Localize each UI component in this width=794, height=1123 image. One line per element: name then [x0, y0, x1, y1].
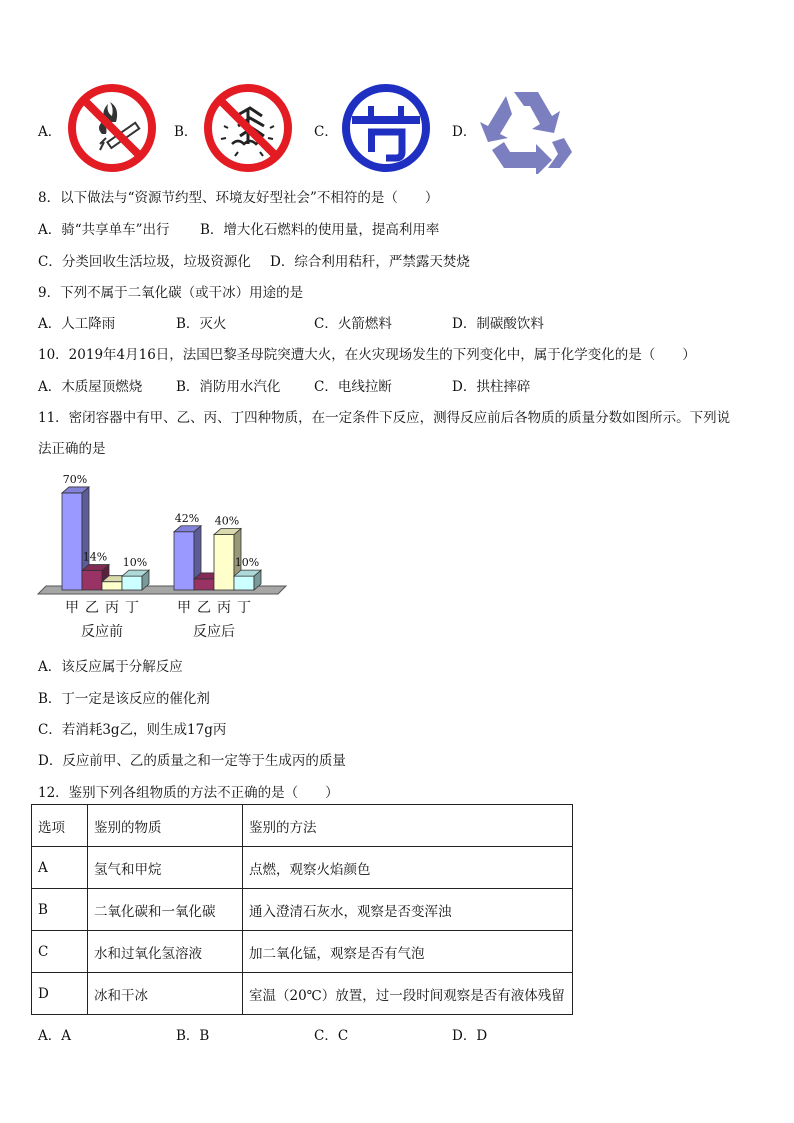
table-cell: C — [32, 931, 88, 973]
q8-option-b[interactable]: B．增大化石燃料的使用量，提高利用率 — [200, 222, 440, 238]
table-row — [32, 931, 573, 973]
q8-stem: 8．以下做法与“资源节约型、环境友好型社会”不相符的是（ ） — [38, 190, 439, 206]
tick-label: 乙 — [197, 600, 211, 616]
bar-丁 — [122, 576, 142, 590]
q9-option-d[interactable]: D．制碳酸饮料 — [452, 316, 544, 332]
q7-option-b-label: B． — [174, 124, 198, 140]
table-header-cell: 鉴别的物质 — [88, 805, 243, 847]
data-label: 10% — [234, 556, 260, 570]
table-cell: 水和过氧化氢溶液 — [88, 931, 243, 973]
table-cell: A — [32, 847, 88, 889]
table-cell: D — [32, 973, 88, 1015]
q9-stem: 9．下列不属于二氧化碳（或干冰）用途的是 — [38, 285, 304, 301]
table-cell: 通入澄清石灰水，观察是否变浑浊 — [243, 889, 573, 931]
q11-stem-line1: 11．密闭容器中有甲、乙、丙、丁四种物质，在一定条件下反应，测得反应前后各物质的质量分数如图所示。下列说 — [38, 410, 731, 426]
tick-label: 乙 — [85, 600, 99, 616]
table-cell: 氢气和甲烷 — [88, 847, 243, 889]
no-smoking-icon — [66, 82, 158, 174]
q10-option-a[interactable]: A．木质屋顶燃烧 — [38, 379, 143, 395]
q7-sign-options — [38, 82, 598, 174]
table-cell: 加二氧化锰，观察是否有气泡 — [243, 931, 573, 973]
no-fireworks-icon — [202, 82, 294, 174]
table-cell: B — [32, 889, 88, 931]
q12-option-c[interactable]: C．C — [314, 1028, 349, 1044]
q7-option-a-label: A． — [38, 124, 62, 140]
table-header-row — [32, 805, 573, 847]
q9-option-b[interactable]: B．灭火 — [176, 316, 227, 332]
tick-label: 丁 — [237, 600, 251, 616]
bar-甲 — [174, 532, 194, 590]
data-label: 70% — [62, 472, 88, 486]
q7-option-d-label: D． — [452, 124, 477, 140]
group-label: 反应后 — [193, 624, 235, 640]
bar-乙 — [82, 571, 102, 590]
q8-option-c[interactable]: C．分类回收生活垃圾，垃圾资源化 — [38, 254, 251, 270]
bar-乙 — [194, 579, 214, 590]
q11-option-b[interactable]: B．丁一定是该反应的催化剂 — [38, 691, 210, 707]
data-label: 42% — [174, 511, 200, 525]
bar-甲 — [62, 493, 82, 590]
q12-option-b[interactable]: B．B — [176, 1028, 210, 1044]
bar-丙 — [214, 535, 234, 590]
table-cell: 室温（20℃）放置，过一段时间观察是否有液体残留 — [243, 973, 573, 1015]
table-header-cell: 鉴别的方法 — [243, 805, 573, 847]
q10-option-b[interactable]: B．消防用水汽化 — [176, 379, 281, 395]
q11-stem-line2: 法正确的是 — [38, 441, 106, 457]
q9-option-a[interactable]: A．人工降雨 — [38, 316, 116, 332]
table-cell: 二氧化碳和一氧化碳 — [88, 889, 243, 931]
tick-label: 丙 — [217, 600, 231, 616]
table-row — [32, 889, 573, 931]
data-label: 40% — [214, 514, 240, 528]
data-label: 10% — [122, 556, 148, 570]
q12-table — [31, 804, 573, 1015]
tick-label: 甲 — [65, 600, 79, 616]
data-label: 14% — [82, 550, 108, 564]
table-row — [32, 973, 573, 1015]
table-header-cell: 选项 — [32, 805, 88, 847]
table-cell: 冰和干冰 — [88, 973, 243, 1015]
q8-option-a[interactable]: A．骑“共享单车”出行 — [38, 222, 170, 238]
q11-option-a[interactable]: A．该反应属于分解反应 — [38, 659, 183, 675]
table-row — [32, 847, 573, 889]
mass-fraction-bar-chart — [34, 460, 294, 645]
q10-stem: 10．2019年4月16日，法国巴黎圣母院突遭大火，在火灾现场发生的下列变化中，属于化学变化的是（ ） — [38, 347, 696, 363]
q12-stem: 12．鉴别下列各组物质的方法不正确的是（ ） — [38, 785, 339, 801]
q11-option-c[interactable]: C．若消耗3g乙，则生成17g丙 — [38, 722, 227, 738]
tick-label: 丁 — [125, 600, 139, 616]
tick-label: 甲 — [177, 600, 191, 616]
bar-丁 — [234, 576, 254, 590]
bar-丙 — [102, 582, 122, 590]
q8-option-d[interactable]: D．综合利用秸秆，严禁露天焚烧 — [270, 254, 470, 270]
q11-option-d[interactable]: D．反应前甲、乙的质量之和一定等于生成丙的质量 — [38, 753, 346, 769]
recycle-icon — [478, 82, 574, 174]
q12-option-a[interactable]: A．A — [38, 1028, 71, 1044]
water-saving-icon — [340, 82, 432, 174]
tick-label: 丙 — [105, 600, 119, 616]
q12-option-d[interactable]: D．D — [452, 1028, 488, 1044]
q9-option-c[interactable]: C．火箭燃料 — [314, 316, 392, 332]
table-cell: 点燃，观察火焰颜色 — [243, 847, 573, 889]
group-label: 反应前 — [81, 624, 123, 640]
q10-option-d[interactable]: D．拱柱摔碎 — [452, 379, 531, 395]
q7-option-c-label: C． — [314, 124, 338, 140]
q10-option-c[interactable]: C．电线拉断 — [314, 379, 392, 395]
